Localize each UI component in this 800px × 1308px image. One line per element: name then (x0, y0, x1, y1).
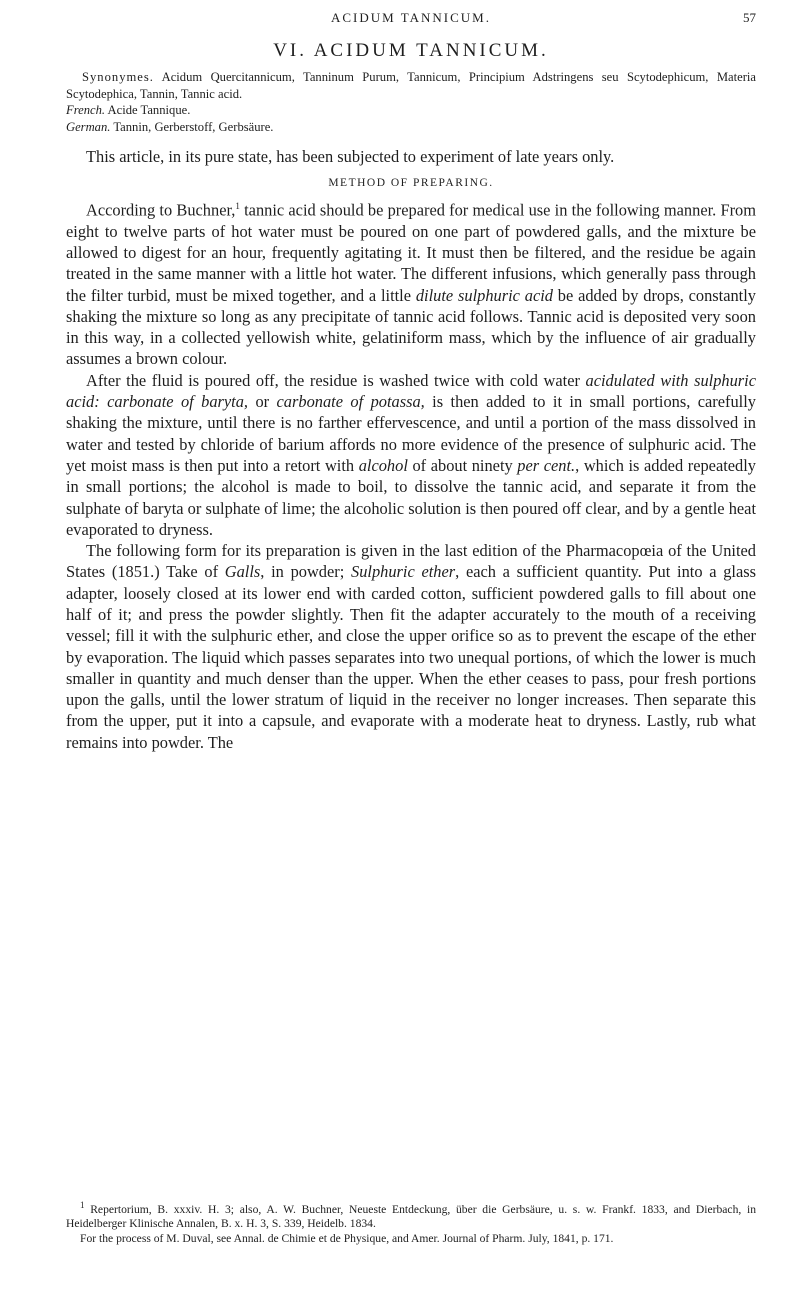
italic-run: acidulated with sulphuric acid: carbonate of baryta, (66, 370, 756, 412)
italic-run: Galls (224, 562, 261, 582)
footnote-text: Repertorium, B. xxxiv. H. 3; also, A. W. Buchner, Neueste Entdeckung, über die Gerbsäure, u. s. w. Frankf. 1833, and Dierbach, in Heidelberger Klinische Annalen, B. x. H. 3, S. 339, Heidelb. 1834. (66, 1202, 756, 1231)
text-run: , in powder; (260, 562, 351, 582)
french-text: Acide Tannique. (107, 103, 191, 118)
paragraph-buchner (66, 196, 756, 370)
french-label: French. (66, 103, 106, 118)
intro-paragraph: This article, in its pure state, has been subjected to experiment of late years only. (86, 147, 615, 167)
text-run: , each a sufficient quantity. Put into a glass adapter, loosely closed at its lower end with carded cotton, sufficient powdered galls to fill about one half of it; and press the powder slightly. Then fit the adapter accurately to the mouth of a receiving vessel; fill it with the sulphuric ether, and close the upper orifice so as to prevent the escape of the ether by evaporation. The liquid which passes separates into two unequal portions, of which the lower is much smaller in quantity and much denser than the upper. When the ether ceases to pass, pour fresh portions upon the galls, until the lower stratum of liquid in the receiver no longer increases. Then separate this from the upper, put it into a capsule, and evaporate with a moderate heat to dryness. Lastly, rub what remains into powder. The (66, 562, 756, 752)
text-run: is then added to it in small portions, carefully shaking the mixture, until there is no farther effervescence, and until a portion of the mass dissolved in water and tested by chloride of barium affords no more evidence of the presence of sulphuric acid. The yet moist mass is then put into a retort with (66, 392, 756, 475)
text-run: tannic acid should be prepared for medical use in the following manner. From eight to twelve parts of hot water must be poured on one part of powdered galls, and the mixture be allowed to digest for an hour, frequently agitating it. It must then be filtered, and the residue be again treated in the same manner with a little hot water. The different infusions, which generally pass through the filter turbid, must be mixed together, and a little (66, 200, 756, 305)
paragraph-washing (66, 370, 756, 540)
italic-run: per cent. (517, 455, 576, 475)
text-run: of about ninety (407, 455, 518, 475)
section-heading: VI. ACIDUM TANNICUM. (273, 40, 549, 61)
footnote-text: For the process of M. Duval, see Annal. de Chimie et de Physique, and Amer. Journal of Pharm. July, 1841, p. 171. (80, 1232, 614, 1246)
italic-run: dilute sulphuric acid (415, 285, 553, 305)
synonyms-label: Synonymes. (82, 70, 154, 85)
text-run: After the fluid is poured off, the residue is washed twice with cold water (86, 370, 586, 390)
german-text: Tannin, Gerberstoff, Gerbsäure. (113, 119, 274, 134)
italic-run: carbonate of potassa, (276, 392, 425, 412)
synonyms-latin (66, 69, 756, 102)
text-run: , which is added repeatedly in small portions; the alcohol is made to boil, to dissolve the tannic acid, and separate it from the sulphate of baryta or sulphate of lime; the alcoholic solution is then poured off clear, and by a gentle heat evaporated to dryness. (66, 455, 756, 539)
paragraph-pharmacopoeia (66, 540, 756, 753)
footnote-2 (66, 1232, 756, 1247)
footnote-mark: 1 (80, 1200, 85, 1210)
text-run: be added by drops, constantly shaking the mixture so long as any precipitate of tannic acid follows. Tannic acid is deposited very soon in this way, in a collected yellowish white, gelatiniform mass, which by the influence of air gradually assumes a brown colour. (66, 285, 756, 369)
method-heading: METHOD OF PREPARING. (328, 176, 494, 189)
italic-run: Sulphuric ether (351, 562, 456, 582)
synonyms-french (66, 102, 756, 119)
text-run: The following form for its preparation is given in the last edition of the Pharmacopœia of the United States (1851.) Take of (66, 541, 756, 582)
italic-run: alcohol (358, 455, 408, 475)
text-run: or (248, 392, 277, 412)
german-label: German. (66, 119, 111, 134)
running-head-title: ACIDUM TANNICUM. (330, 10, 491, 25)
synonyms-latin-text: Acidum Quercitannicum, Tanninum Purum, Tannicum, Principium Adstringens seu Scytodephicum, Materia Scytodephica, Tannin, Tannic acid. (66, 70, 756, 101)
footnote-1 (66, 1198, 756, 1232)
page-number: 57 (743, 10, 756, 25)
running-head (66, 10, 756, 32)
footnotes (66, 1198, 756, 1247)
footnote-reference: 1 (235, 200, 240, 211)
main-text (66, 40, 756, 753)
synonyms-german (66, 119, 756, 136)
text-run: According to Buchner, (86, 200, 236, 220)
